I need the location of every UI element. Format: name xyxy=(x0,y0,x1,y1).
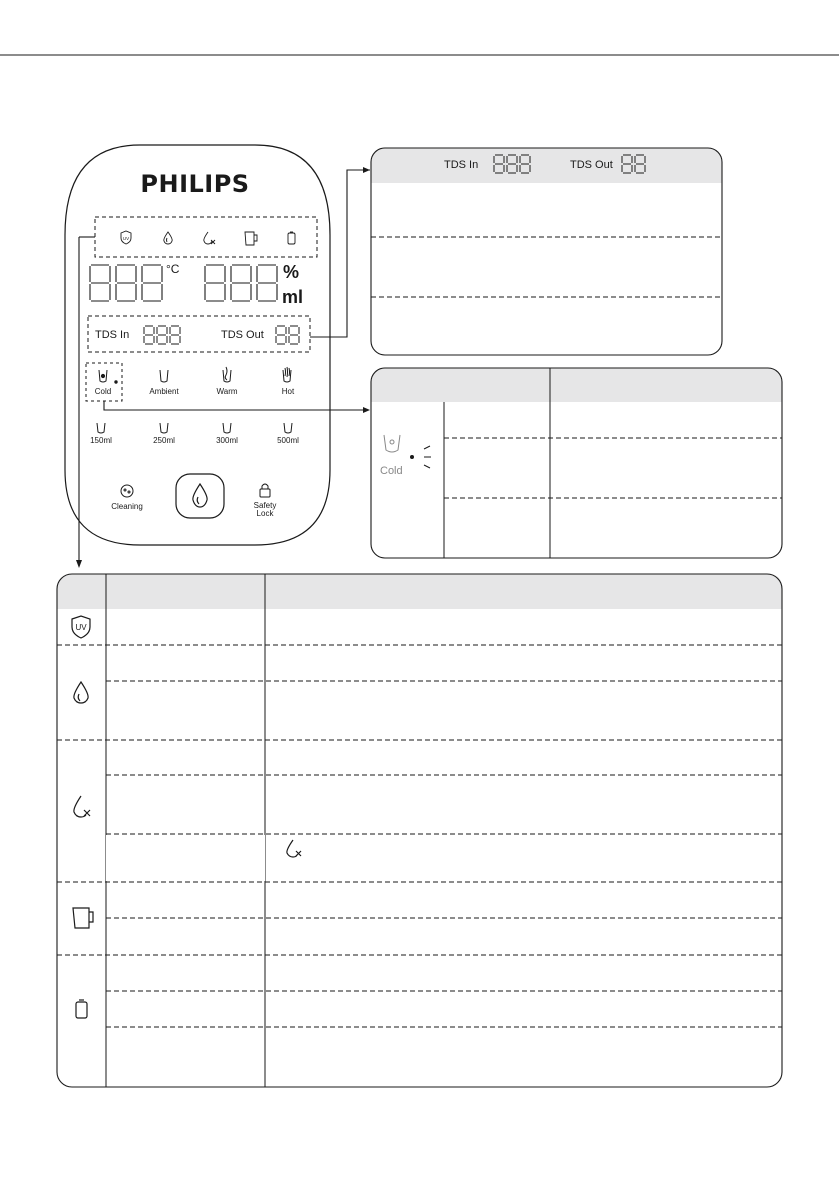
inline-no-water-icon xyxy=(287,840,301,857)
table-no-water-icon xyxy=(74,796,90,817)
tds-in-label: TDS In xyxy=(95,329,130,341)
volume-300-label[interactable]: 300ml xyxy=(216,436,238,445)
dispense-button-frame xyxy=(176,474,224,518)
mode-icons xyxy=(99,367,291,383)
temp-digits xyxy=(90,265,162,301)
table-water-tank-icon xyxy=(73,908,93,928)
svg-text:UV: UV xyxy=(122,236,130,241)
panel-tds-out-label: TDS Out xyxy=(570,159,613,171)
table-arrowhead xyxy=(76,560,82,568)
mode-hot-label[interactable]: Hot xyxy=(281,387,295,396)
battery-icon xyxy=(288,232,295,244)
uv-shield-icon xyxy=(121,231,131,244)
cold-arrowhead xyxy=(363,407,370,413)
mode-cold-label[interactable]: Cold xyxy=(94,387,112,396)
device-outline xyxy=(65,145,330,545)
tds-out-digits xyxy=(276,326,299,344)
panel-tds-in-label: TDS In xyxy=(444,159,479,171)
cold-connector xyxy=(104,401,367,410)
cleaning-label[interactable]: Cleaning xyxy=(111,502,143,511)
volume-unit: ml xyxy=(282,287,304,307)
cold-led-dot xyxy=(410,455,414,459)
water-drop-icon xyxy=(164,232,172,244)
tds-arrowhead xyxy=(363,167,370,173)
pct-digits xyxy=(205,265,277,301)
cold-panel-label: Cold xyxy=(380,465,403,477)
svg-text:UV: UV xyxy=(75,623,87,632)
volume-icons xyxy=(97,423,292,433)
cold-panel-header xyxy=(371,368,782,402)
tds-connector xyxy=(310,170,370,337)
cold-panel-cup-icon xyxy=(384,435,400,452)
cleaning-icon xyxy=(121,485,133,497)
water-tank-icon xyxy=(245,232,257,245)
lock-label[interactable]: Lock xyxy=(256,509,274,518)
safety-label[interactable]: Safety xyxy=(253,501,277,510)
tds-panel-header xyxy=(371,148,722,183)
percent-unit: % xyxy=(283,262,300,282)
table-frame xyxy=(57,574,782,1087)
volume-500-label[interactable]: 500ml xyxy=(277,436,299,445)
volume-150-label[interactable]: 150ml xyxy=(90,436,112,445)
blink-lines-icon xyxy=(424,446,431,468)
tds-in-digits xyxy=(144,326,180,344)
tds-out-label: TDS Out xyxy=(221,329,264,341)
table-water-drop-icon xyxy=(74,682,88,703)
lock-icon xyxy=(260,484,270,497)
volume-250-label[interactable]: 250ml xyxy=(153,436,175,445)
table-uv-shield-icon xyxy=(72,616,90,638)
dispense-drop-icon xyxy=(193,484,207,507)
temp-unit: °C xyxy=(166,262,180,276)
mode-ambient-label[interactable]: Ambient xyxy=(149,387,179,396)
brand-logo: PHILIPS xyxy=(140,170,250,198)
table-header xyxy=(57,574,782,609)
table-battery-icon xyxy=(76,1000,87,1018)
ambient-cup-icon xyxy=(160,370,168,382)
no-water-drop-icon xyxy=(204,232,215,244)
mode-warm-label[interactable]: Warm xyxy=(216,387,238,396)
